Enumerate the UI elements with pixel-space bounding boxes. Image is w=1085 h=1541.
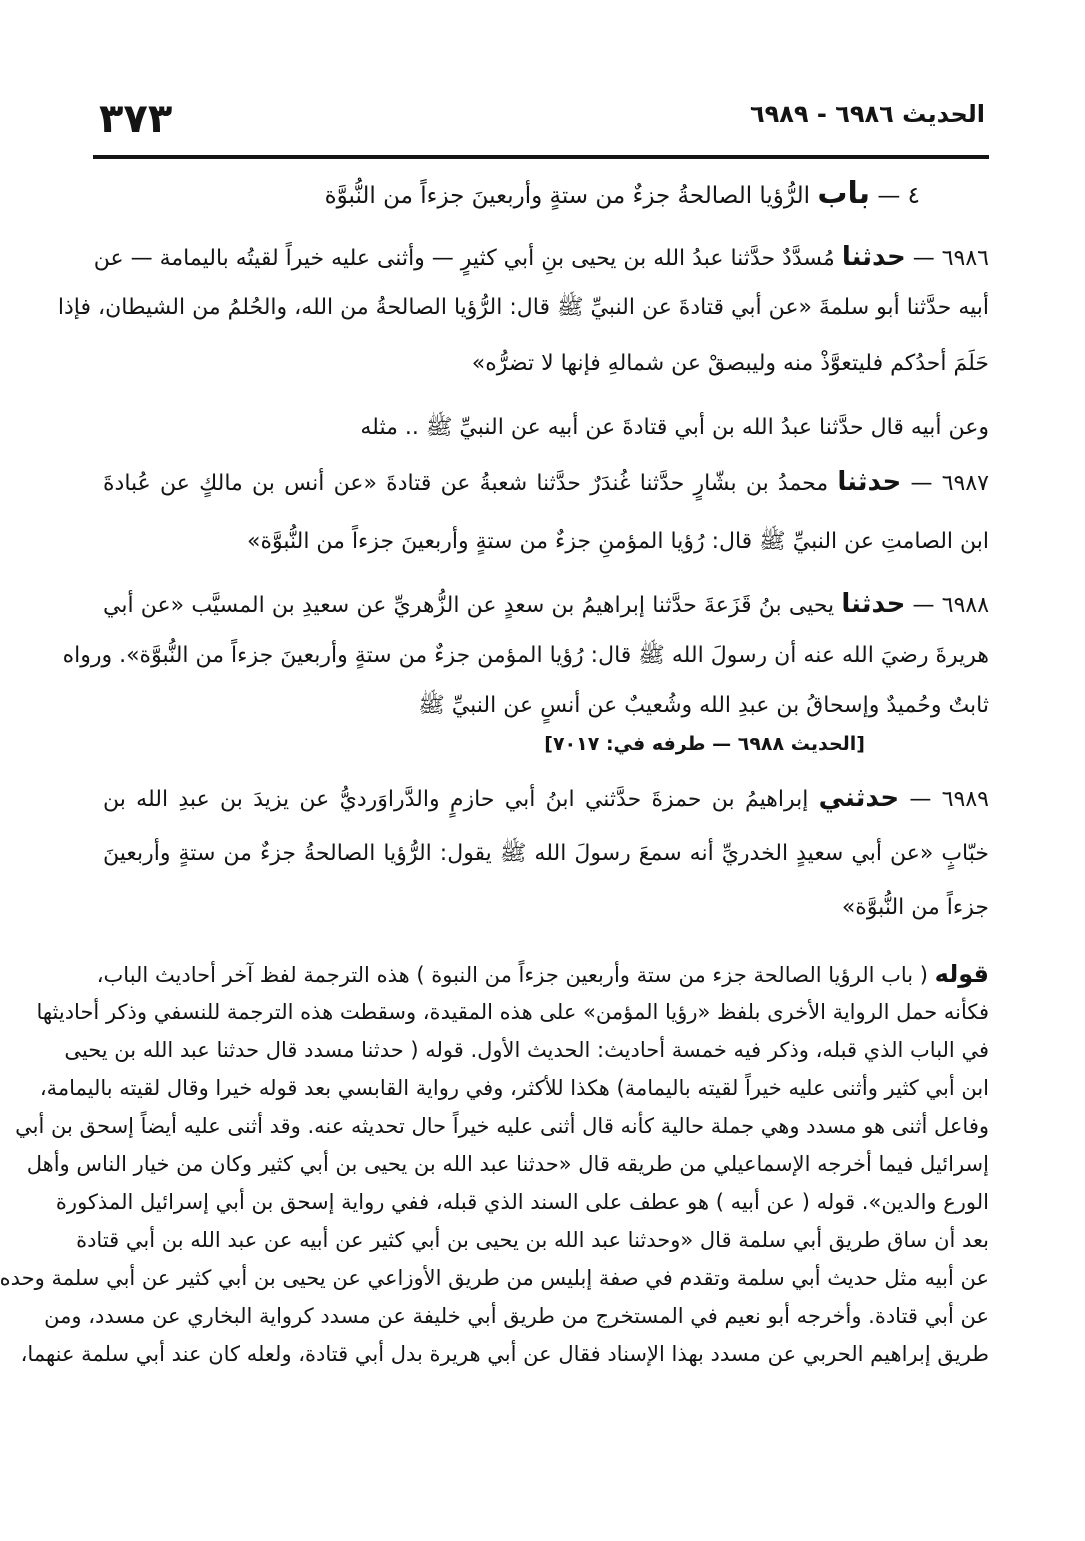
commentary-line-6: إسرائيل فيما أخرجه الإسماعيلي من طريقه قال «حدثنا عبد الله بن يحيى بن أبي كثير وكان من خيار الناس وأهل: [26, 1152, 989, 1176]
commentary-line-3: في الباب الذي قبله، وذكر فيه خمسة أحاديث: الحديث الأول. قوله ( حدثنا مسدد قال حدثنا عبد الله بن يحيى: [64, 1038, 989, 1062]
hadith-text: يحيى بنُ قَزَعةَ حدَّثنا إبراهيمُ بن سعدٍ عن الزُّهريِّ عن سعيدِ بن المسيَّب «عن أبي: [103, 593, 835, 618]
hadith-6986-line-3: حَلَمَ أحدُكم فليتعوَّذْ منه وليبصقْ عن شمالهِ فإنها لا تضرُّه»: [471, 351, 989, 376]
haddathana-word: حدثنا: [841, 589, 906, 619]
hadith-6988-reference: [الحديث ٦٩٨٨ — طرفه في: ٧٠١٧]: [544, 733, 865, 755]
commentary-line-9: عن أبيه مثل حديث أبي سلمة وتقدم في صفة إبليس من طريق الأوزاعي عن يحيى بن أبي كثير عن أبي سلمة وحده: [0, 1266, 989, 1290]
page-number: ٣٧٣: [99, 96, 173, 142]
hadith-text: محمدُ بن بشّارٍ حدَّثنا غُندَرٌ حدَّثنا شعبةُ عن قتادةَ «عن أنس بن مالكٍ عن عُبادةَ: [103, 471, 829, 496]
hadith-6988-line-2: هريرةَ رضيَ الله عنه أن رسولَ الله ﷺ قال: رُؤيا المؤمن جزءٌ من ستةٍ وأربعينَ جزءاً من النُّبوَّة». ورواه: [62, 643, 989, 668]
commentary-line-7: الورع والدين». قوله ( عن أبيه ) هو عطف على السند الذي قبله، ففي رواية إسحق بن أبي إسرائيل المذكورة: [55, 1190, 989, 1214]
hadith-number: ٦٩٨٦ —: [912, 246, 989, 271]
header-rule: [93, 155, 989, 159]
chapter-heading: [325, 172, 920, 218]
commentary-line-8: بعد أن ساق طريق أبي سلمة قال «وحدثنا عبد الله بن يحيى بن أبي كثير عن أبيه عن عبد الله بن أبي قتادة: [76, 1228, 989, 1252]
hadith-number: ٦٩٨٧ —: [910, 471, 989, 496]
hadith-6987-line-2: ابن الصامتِ عن النبيِّ ﷺ قال: رُؤيا المؤمنِ جزءٌ من ستةٍ وأربعينَ جزءاً من النُّبوَّة»: [246, 529, 989, 554]
hadith-6989-line-2: خبّابٍ «عن أبي سعيدٍ الخدريِّ أنه سمعَ رسولَ الله ﷺ يقول: الرُّؤيا الصالحةُ جزءٌ من ستةٍ وأربعينَ: [103, 841, 989, 866]
hadith-number: ٦٩٨٩ —: [909, 787, 989, 812]
commentary-line-1: [96, 958, 989, 992]
hadith-6986-line-1: [93, 239, 989, 277]
hadith-text: مُسدَّدٌ حدَّثنا عبدُ الله بن يحيى بنِ أبي كثيرٍ — وأثنى عليه خيراً لقيتُه باليمامة — عن: [93, 246, 835, 271]
commentary-line-4: ابن أبي كثير وأثنى عليه خيراً لقيته باليمامة) هكذا للأكثر، وفي رواية القابسي بعد قوله خيرا وقال لقيته باليمامة،: [39, 1076, 989, 1100]
hadith-6988-line-1: [103, 586, 989, 624]
hadith-number: ٦٩٨٨ —: [912, 593, 990, 618]
haddathana-word: حدثنا: [837, 467, 902, 497]
qawluhu-word: قوله: [934, 960, 989, 988]
commentary-line-11: طريق إبراهيم الحربي عن مسدد بهذا الإسناد فقال عن أبي هريرة بدل أبي قتادة، ولعله كان عند أبي سلمة عنهما،: [20, 1342, 989, 1366]
commentary-text: ( باب الرؤيا الصالحة جزء من ستة وأربعين جزءاً من النبوة ) هذه الترجمة لفظ آخر أحاديث الباب،: [96, 963, 928, 987]
hadith-6986-line-2: أبيه حدَّثنا أبو سلمةَ «عن أبي قتادةَ عن النبيِّ ﷺ قال: الرُّؤيا الصالحةُ من الله، والحُلمُ من الشيطان، فإذا: [57, 295, 989, 320]
hadith-text: إبراهيمُ بن حمزةَ حدَّثني ابنُ أبي حازمٍ والدَّراوَرديُّ عن يزيدَ بن عبدِ الله بن: [103, 787, 809, 812]
hadith-6988-line-3: ثابتٌ وحُميدٌ وإسحاقُ بن عبدِ الله وشُعيبٌ عن أنسٍ عن النبيِّ ﷺ: [418, 693, 989, 718]
commentary-line-2: فكأنه حمل الرواية الأخرى بلفظ «رؤيا المؤمن» على هذه المقيدة، وسقطت هذه الترجمة للنسفي وذكر أحاديثها: [36, 1000, 989, 1024]
running-header-hadith-range: الحديث ٦٩٨٦ - ٦٩٨٩: [749, 100, 985, 128]
hadith-6986-line-4: وعن أبيه قال حدَّثنا عبدُ الله بن أبي قتادةَ عن أبيه عن النبيِّ ﷺ .. مثله: [360, 415, 989, 440]
chapter-bab-word: باب: [817, 176, 871, 211]
chapter-title: الرُّؤيا الصالحةُ جزءٌ من ستةٍ وأربعينَ جزءاً من النُّبوَّة: [324, 183, 811, 209]
hadith-6989-line-1: [103, 780, 989, 818]
hadith-6989-line-3: جزءاً من النُّبوَّة»: [841, 895, 989, 920]
chapter-number: ٤ —: [877, 183, 920, 209]
haddathana-word: حدثنا: [841, 242, 906, 272]
hadith-6987-line-1: [103, 464, 989, 502]
commentary-line-10: عن أبي قتادة. وأخرجه أبو نعيم في المستخرج من طريق أبي خليفة عن مسدد كرواية البخاري عن مسدد، ومن: [44, 1304, 989, 1328]
commentary-line-5: وفاعل أثنى هو مسدد وهي جملة حالية كأنه قال أثنى عليه خيراً حال تحديثه عنه. وقد أثنى عليه أيضاً إسحق بن أبي: [15, 1114, 989, 1138]
haddathani-word: حدثني: [818, 783, 900, 813]
